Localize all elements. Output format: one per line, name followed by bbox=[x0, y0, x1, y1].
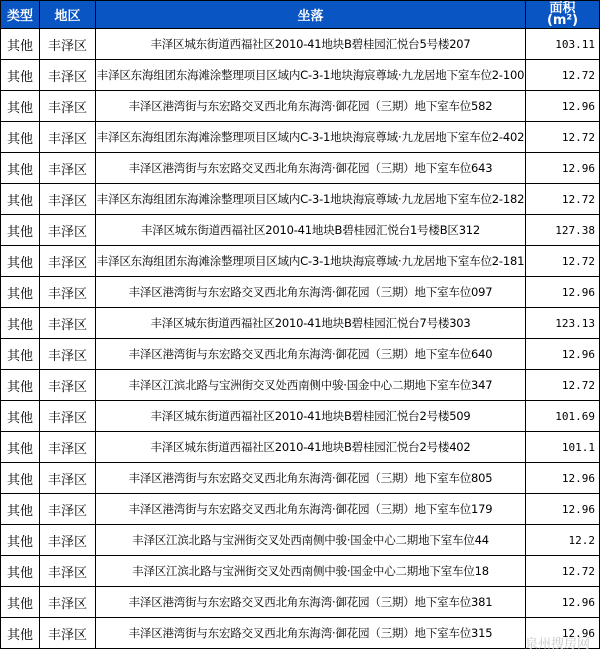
table-header bbox=[1, 1, 600, 29]
table-row bbox=[1, 246, 600, 277]
cell-region: 丰泽区 bbox=[40, 556, 96, 587]
header-region: 地区 bbox=[40, 1, 96, 29]
cell-area: 12.72 bbox=[526, 246, 600, 277]
cell-type: 其他 bbox=[1, 339, 40, 370]
table-row bbox=[1, 587, 600, 618]
table-row bbox=[1, 29, 600, 60]
cell-type: 其他 bbox=[1, 215, 40, 246]
cell-location: 丰泽区港湾街与东宏路交叉西北角东海湾·御花园（三期）地下室车位315 bbox=[96, 618, 526, 649]
cell-type: 其他 bbox=[1, 587, 40, 618]
cell-area: 101.1 bbox=[526, 432, 600, 463]
cell-location: 丰泽区港湾街与东宏路交叉西北角东海湾·御花园（三期）地下室车位805 bbox=[96, 463, 526, 494]
table-row bbox=[1, 122, 600, 153]
cell-region: 丰泽区 bbox=[40, 91, 96, 122]
watermark-text: 泉州搜房网 bbox=[524, 637, 590, 652]
cell-location: 丰泽区港湾街与东宏路交叉西北角东海湾·御花园（三期）地下室车位179 bbox=[96, 494, 526, 525]
cell-area: 127.38 bbox=[526, 215, 600, 246]
cell-area: 12.96 bbox=[526, 153, 600, 184]
cell-location: 丰泽区港湾街与东宏路交叉西北角东海湾·御花园（三期）地下室车位097 bbox=[96, 277, 526, 308]
cell-region: 丰泽区 bbox=[40, 587, 96, 618]
table-row bbox=[1, 277, 600, 308]
cell-type: 其他 bbox=[1, 525, 40, 556]
table-row bbox=[1, 494, 600, 525]
cell-type: 其他 bbox=[1, 618, 40, 649]
cell-location: 丰泽区城东街道西福社区2010-41地块B碧桂园汇悦台2号楼509 bbox=[96, 401, 526, 432]
cell-area: 12.96 bbox=[526, 618, 600, 649]
cell-type: 其他 bbox=[1, 29, 40, 60]
cell-type: 其他 bbox=[1, 494, 40, 525]
cell-region: 丰泽区 bbox=[40, 60, 96, 91]
cell-region: 丰泽区 bbox=[40, 184, 96, 215]
cell-location: 丰泽区江滨北路与宝洲街交叉处西南侧中骏·国金中心二期地下室车位347 bbox=[96, 370, 526, 401]
header-area-label: 面积 bbox=[549, 0, 576, 16]
cell-region: 丰泽区 bbox=[40, 370, 96, 401]
cell-type: 其他 bbox=[1, 308, 40, 339]
cell-region: 丰泽区 bbox=[40, 618, 96, 649]
cell-area: 12.72 bbox=[526, 556, 600, 587]
cell-area: 12.72 bbox=[526, 184, 600, 215]
cell-location: 丰泽区城东街道西福社区2010-41地块B碧桂园汇悦台1号楼B区312 bbox=[96, 215, 526, 246]
table-row bbox=[1, 308, 600, 339]
table-row bbox=[1, 463, 600, 494]
cell-area: 12.96 bbox=[526, 463, 600, 494]
table-row bbox=[1, 525, 600, 556]
cell-location: 丰泽区城东街道西福社区2010-41地块B碧桂园汇悦台2号楼402 bbox=[96, 432, 526, 463]
cell-location: 丰泽区城东街道西福社区2010-41地块B碧桂园汇悦台5号楼207 bbox=[96, 29, 526, 60]
header-row bbox=[1, 1, 600, 29]
cell-location: 丰泽区港湾街与东宏路交叉西北角东海湾·御花园（三期）地下室车位381 bbox=[96, 587, 526, 618]
table-row bbox=[1, 432, 600, 463]
cell-region: 丰泽区 bbox=[40, 29, 96, 60]
table-row bbox=[1, 60, 600, 91]
cell-area: 12.96 bbox=[526, 339, 600, 370]
cell-region: 丰泽区 bbox=[40, 401, 96, 432]
cell-area: 12.96 bbox=[526, 91, 600, 122]
table-row bbox=[1, 184, 600, 215]
cell-area: 12.96 bbox=[526, 587, 600, 618]
cell-region: 丰泽区 bbox=[40, 215, 96, 246]
cell-type: 其他 bbox=[1, 184, 40, 215]
cell-region: 丰泽区 bbox=[40, 463, 96, 494]
cell-location: 丰泽区城东街道西福社区2010-41地块B碧桂园汇悦台7号楼303 bbox=[96, 308, 526, 339]
cell-location: 丰泽区东海组团东海滩涂整理项目区域内C-3-1地块海宸尊域·九龙居地下室车位2-182 bbox=[96, 184, 526, 215]
cell-area: 101.69 bbox=[526, 401, 600, 432]
table-row bbox=[1, 215, 600, 246]
cell-area: 123.13 bbox=[526, 308, 600, 339]
cell-location: 丰泽区港湾街与东宏路交叉西北角东海湾·御花园（三期）地下室车位582 bbox=[96, 91, 526, 122]
cell-location: 丰泽区江滨北路与宝洲街交叉处西南侧中骏·国金中心二期地下室车位44 bbox=[96, 525, 526, 556]
table-row bbox=[1, 370, 600, 401]
cell-location: 丰泽区东海组团东海滩涂整理项目区域内C-3-1地块海宸尊域·九龙居地下室车位2-402 bbox=[96, 122, 526, 153]
cell-area: 12.72 bbox=[526, 370, 600, 401]
cell-region: 丰泽区 bbox=[40, 339, 96, 370]
cell-type: 其他 bbox=[1, 277, 40, 308]
cell-location: 丰泽区东海组团东海滩涂整理项目区域内C-3-1地块海宸尊域·九龙居地下室车位2-181 bbox=[96, 246, 526, 277]
table-row bbox=[1, 401, 600, 432]
cell-region: 丰泽区 bbox=[40, 525, 96, 556]
table-row bbox=[1, 556, 600, 587]
table-body bbox=[1, 29, 600, 649]
cell-location: 丰泽区港湾街与东宏路交叉西北角东海湾·御花园（三期）地下室车位640 bbox=[96, 339, 526, 370]
cell-type: 其他 bbox=[1, 91, 40, 122]
cell-type: 其他 bbox=[1, 463, 40, 494]
header-type: 类型 bbox=[1, 1, 40, 29]
cell-location: 丰泽区东海组团东海滩涂整理项目区域内C-3-1地块海宸尊域·九龙居地下室车位2-100 bbox=[96, 60, 526, 91]
cell-area: 12.72 bbox=[526, 60, 600, 91]
cell-type: 其他 bbox=[1, 246, 40, 277]
cell-type: 其他 bbox=[1, 153, 40, 184]
cell-area: 12.72 bbox=[526, 122, 600, 153]
cell-type: 其他 bbox=[1, 401, 40, 432]
cell-region: 丰泽区 bbox=[40, 308, 96, 339]
table-row bbox=[1, 618, 600, 649]
cell-type: 其他 bbox=[1, 60, 40, 91]
cell-region: 丰泽区 bbox=[40, 153, 96, 184]
cell-area: 12.2 bbox=[526, 525, 600, 556]
cell-region: 丰泽区 bbox=[40, 246, 96, 277]
cell-type: 其他 bbox=[1, 122, 40, 153]
cell-region: 丰泽区 bbox=[40, 432, 96, 463]
table-row bbox=[1, 339, 600, 370]
cell-region: 丰泽区 bbox=[40, 494, 96, 525]
header-area bbox=[526, 1, 600, 29]
table-row bbox=[1, 153, 600, 184]
cell-area: 12.96 bbox=[526, 494, 600, 525]
cell-location: 丰泽区江滨北路与宝洲街交叉处西南侧中骏·国金中心二期地下室车位18 bbox=[96, 556, 526, 587]
cell-region: 丰泽区 bbox=[40, 122, 96, 153]
cell-type: 其他 bbox=[1, 432, 40, 463]
cell-area: 103.11 bbox=[526, 29, 600, 60]
cell-area: 12.96 bbox=[526, 277, 600, 308]
table-row bbox=[1, 91, 600, 122]
header-area-unit: (m²) bbox=[546, 12, 579, 28]
cell-location: 丰泽区港湾街与东宏路交叉西北角东海湾·御花园（三期）地下室车位643 bbox=[96, 153, 526, 184]
cell-region: 丰泽区 bbox=[40, 277, 96, 308]
cell-type: 其他 bbox=[1, 370, 40, 401]
header-location: 坐落 bbox=[96, 1, 526, 29]
cell-type: 其他 bbox=[1, 556, 40, 587]
